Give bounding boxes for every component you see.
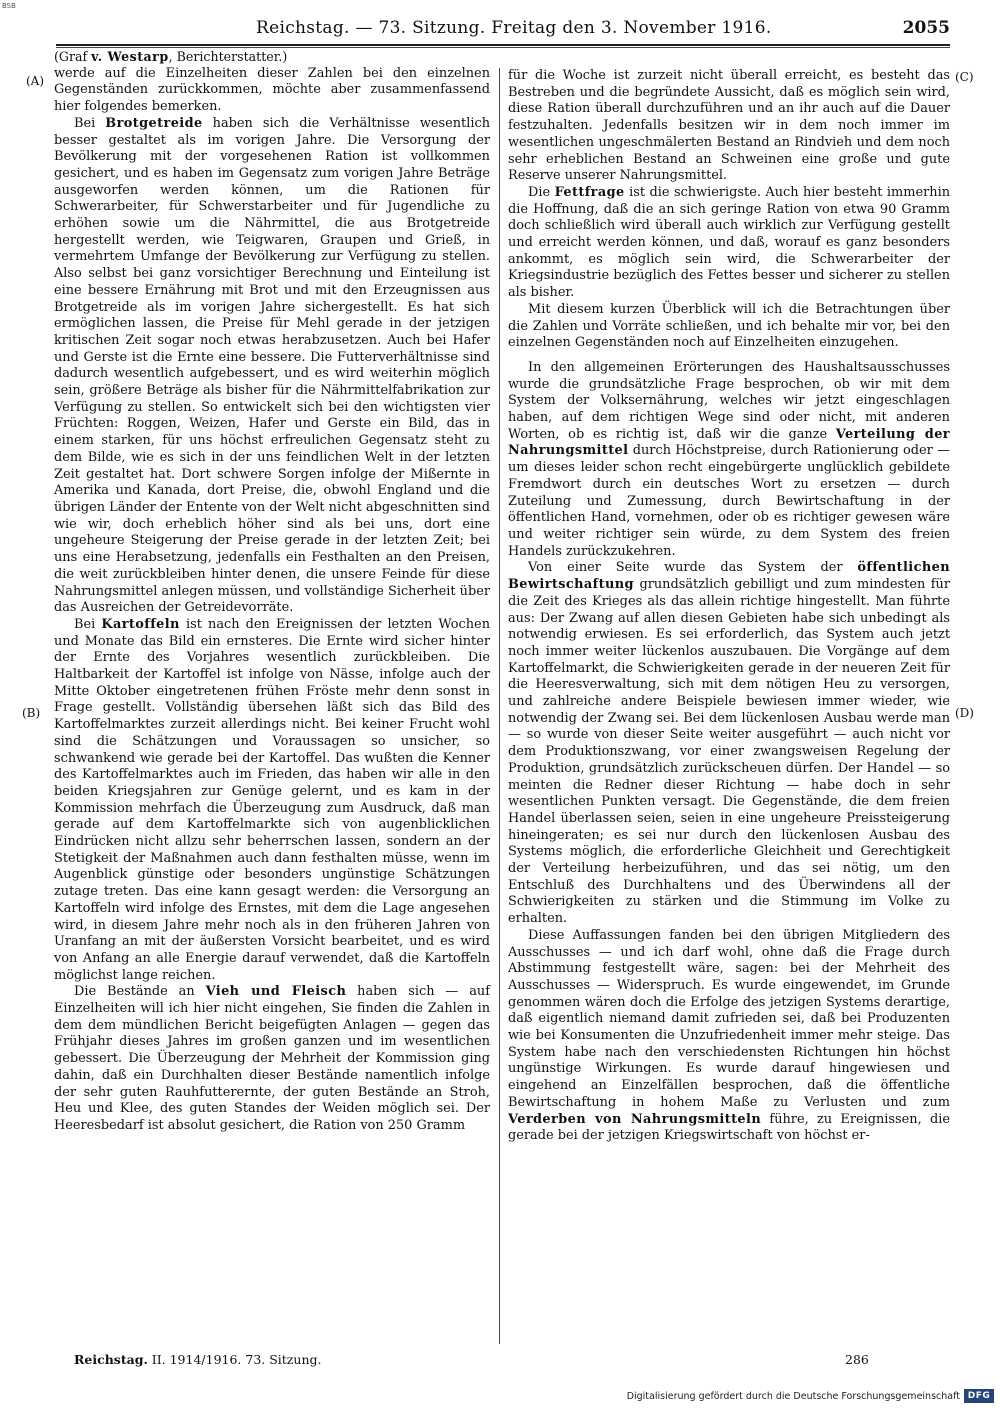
digitization-credit (627, 1388, 994, 1404)
text-run: haben sich die Verhältnisse wesentlich besser gestaltet als im vorigen Jahre. Die Versorgung der Bevölkerung mit der vorgesehenen Ration ist vollkommen gesichert, und es haben im Gegensatz zum vorigen Jahre Beträge ausgeworfen werden können, um die Rationen für Schwerarbeiter, für Schwerstarbeiter und für Jugendliche zu erhöhen sowie um die Nährmittel, die aus Brotgetreide hergestellt werden, wie Teigwaren, Graupen und Grieß, in vermehrtem Umfange der Bevölkerung zur Verfügung zu stellen. Also selbst bei ganz vorsichtiger Berechnung und Einteilung ist eine bessere Ernährung mit Brot und mit den Erzeugnissen aus Brotgetreide als im vorigen Jahre sichergestellt. Es hat sich ermöglichen lassen, die Preise für Mehl gerade in der jetzigen kritischen Zeit sogar noch etwas herabzusetzen. Auch bei Hafer und Gerste ist die Ernte eine bessere. Die Futterverhältnisse sind dadurch wesentlich aufgebessert, und es wird weiterhin möglich sein, größere Beträge als bisher für die Nährmittelfabrikation zur Verfügung zu stellen. So entwickelt sich bei den wichtigsten vier Früchten: Roggen, Weizen, Hafer und Gerste ein Bild, das in einem starken, für uns höchst erfreulichen Gegensatz steht zu dem Bilde, wie es sich in der uns feindlichen Welt in der letzten Zeit gestaltet hat. Dort schwere Sorgen infolge der Mißernte in Amerika und Kanada, dort Preise, die, obwohl England und die übrigen Länder der Entente von der Welt nicht abgeschnitten sind wie wir, doch erheblich höher sind als bei uns, dort eine ungeheure Steigerung der Preise gerade in der letzten Zeit; bei uns eine Herabsetzung, jedenfalls ein Festhalten an den Preisen, die weit zurückbleiben hinter denen, die unsere Feinde für diese Nahrungsmittel anlegen müssen, und vollständige Sicherheit über das Ausreichen der Getreidevorräte. (54, 115, 490, 616)
text-run: führe, zu Ereignissen, die gerade bei der jetzigen Kriegswirtschaft von höchst er- (508, 1111, 950, 1144)
paragraph: Mit diesem kurzen Überblick will ich die Betrachtungen über die Zahlen und Vorräte schließen, und ich behalte mir vor, bei den einzelnen Gegenständen noch auf Einzelheiten einzugehen. (508, 301, 950, 351)
credit-text: Digitalisierung gefördert durch die Deutsche Forschungsgemeinschaft (626, 1390, 960, 1402)
right-column (508, 68, 950, 1145)
keyword: öffentlichen Bewirtschaftung (508, 560, 950, 593)
paragraph: werde auf die Einzelheiten dieser Zahlen bei den einzelnen Gegenständen zurückkommen, möchte aber zusammenfassend hier folgendes bemerken. (54, 65, 490, 115)
header-rule-thin (56, 47, 950, 48)
text-run: In den allgemeinen Erörterungen des Haushaltsausschusses wurde die grundsätzliche Frage besprochen, ob wir mit dem System der Volksernährung, welches wir jetzt eingeschlagen haben, auf dem richtigen Wege sind oder nicht, mit anderen Worten, ob es richtig ist, daß wir die ganze (508, 359, 950, 442)
margin-mark-d: (D) (955, 706, 974, 720)
header-rule (56, 44, 950, 46)
text-run: ist nach den Ereignissen der letzten Wochen und Monate das Bild ein ernsteres. Die Ernte wird sicher hinter der Ernte des Vorjahres wesentlich zurückbleiben. Die Haltbarkeit der Kartoffel ist infolge von Nässe, infolge auch der Mitte Oktober eingetretenen frühen Fröste mehr denn sonst in Frage gestellt. Vollständig übersehen läßt sich das Bild des Kartoffelmarktes zurzeit allerdings nicht. Bei keiner Frucht wohl sind die Schätzungen und Voraussagen so unsicher, so schwankend wie gerade bei der Kartoffel. Das wußten die Kenner des Kartoffelmarktes auch im Frieden, das haben wir alle in den beiden Kriegsjahren zur Genüge gelernt, und es kam in der Kommission mehrfach die Überzeugung zum Ausdruck, daß man gerade auf dem Kartoffelmarkte sich von augenblicklichen Eindrücken nicht allzu sehr beherrschen lassen, sondern an der Stetigkeit der Maßnahmen auch dann festhalten müsse, wenn im Augenblick günstige oder besonders ungünstige Schätzungen zutage treten. Das eine kann gesagt werden: die Versorgung an Kartoffeln wird infolge des Ernstes, mit dem die Lage angesehen wird, in diesem Jahre mehr noch als in den früheren Jahren von Uranfang an mit der äußersten Vorsicht bearbeitet, und es wird von Anfang an alle Energie darauf verwendet, daß die Kartoffeln möglichst lange reichen. (54, 616, 490, 983)
speaker-role: , Berichterstatter.) (168, 49, 288, 64)
keyword: Verderben von Nahrungsmitteln (508, 1111, 762, 1127)
keyword: Brotgetreide (105, 115, 203, 131)
text-run: Die Bestände an (74, 984, 206, 1000)
text-run: ist die schwierigste. Auch hier besteht immerhin die Hoffnung, daß die an sich geringe Ration von etwa 90 Gramm doch schließlich wird überall auch wirklich zur Verfügung gestellt und erreicht werden können, und daß, worauf es ganz besonders ankommt, es möglich sein wird, die Schwerarbeiter der Kriegsindustrie bezüglich des Fettes besser und sicherer zu stellen als bisher. (508, 184, 951, 301)
speaker-name: v. Westarp (91, 49, 169, 64)
paragraph (508, 928, 950, 1145)
page-header (56, 18, 950, 42)
paragraph (508, 185, 950, 302)
speaker-line (54, 49, 490, 66)
paragraph (54, 984, 490, 1134)
footer-rest: II. 1914/1916. 73. Sitzung. (147, 1352, 322, 1367)
keyword: Vieh und Fleisch (205, 984, 347, 1000)
keyword: Verteilung der Nahrungsmittel (508, 426, 950, 459)
footer-right: 286 (845, 1352, 869, 1367)
left-column (54, 49, 490, 1135)
speaker-open: (Graf (54, 49, 92, 64)
paragraph (508, 560, 950, 927)
margin-mark-c: (C) (955, 70, 974, 84)
dfg-logo: DFG (964, 1389, 994, 1403)
library-tag: BSB (2, 2, 16, 10)
page-number: 2055 (902, 18, 950, 38)
paragraph (54, 116, 490, 617)
text-run: Diese Auffassungen fanden bei den übrigen Mitgliedern des Ausschusses — und ich darf wohl, ohne daß die Frage durch Abstimmung festgestellt wäre, sagen: bei der Mehrheit des Ausschusses — Widerspruch. Es wurde eingewendet, im Grunde genommen wären doch die Erfolge des jetzigen Systems derartige, daß eigentlich niemand damit zufrieden sei, daß bei Produzenten wie bei Konsumenten die Unzufriedenheit immer mehr steige. Das System habe nach den verschiedensten Richtungen hin höchst ungünstige Wirkungen. Es wurde darauf hingewiesen und eingehend an Einzelfällen besprochen, daß die öffentliche Bewirtschaftung in hohem Maße zu Verlusten und zum (508, 927, 950, 1110)
footer-left (74, 1352, 321, 1367)
text-run: Von einer Seite wurde das System der (528, 560, 858, 576)
margin-mark-a: (A) (26, 74, 45, 88)
column-divider (499, 68, 500, 1344)
text-run: haben sich — auf Einzelheiten will ich hier nicht eingehen, Sie finden die Zahlen in dem dem mündlichen Bericht beigefügten Anlagen — gegen das Frühjahr dieses Jahres im großen ganzen und im wesentlichen gebessert. Die Überzeugung der Mehrheit der Kommission ging dahin, daß ein Durchhalten dieser Bestände namentlich infolge der sehr guten Rauhfutterernte, der guten Bestände an Stroh, Heu und Klee, des guten Standes der Weiden möglich sei. Der Heeresbedarf ist absolut gesichert, die Ration von 250 Gramm (54, 984, 490, 1133)
text-run: Bei (74, 616, 102, 632)
text-run: Bei (74, 115, 106, 131)
keyword: Fettfrage (554, 184, 625, 200)
text-run: durch Höchstpreise, durch Rationierung oder — um dieses leider schon recht eingebürgerte unglücklich gebildete Fremdwort durch ein deutsches Wort zu ersetzen — durch Zuteilung und Zumessung, durch Bewirtschaftung in der öffentlichen Hand, vornehmen, oder ob es richtiger gewesen wäre und weiter richtiger sein würde, zu dem System des freien Handels zurückzukehren. (508, 443, 950, 559)
text-run: grundsätzlich gebilligt und zum mindesten für die Zeit des Krieges als das allein richtige hingestellt. Man führte aus: Der Zwang auf allen diesen Gebieten habe sich unbedingt als notwendig erwiesen. Es sei erforderlich, das System auch jetzt noch immer weiter lückenlos auszubauen. Die Vorgänge auf dem Kartoffelmarkt, die Schwierigkeiten gerade in der neueren Zeit für die Heeresverwaltung, sich mit dem nötigen Heu zu versorgen, und zahlreiche andere Beispiele bewiesen immer wieder, wie notwendig der Zwang sei. Bei dem lückenlosen Ausbau werde man — so wurde von dieser Seite weiter ausgeführt — auch nicht vor dem Produktionszwang, vor einer zwangsweisen Regelung der Produktion, grundsätzlich zurückscheuen dürfen. Der Handel — so meinten die Redner dieser Richtung — habe doch in sehr wesentlichen Punkten versagt. Die Gegenstände, die dem freien Handel überlassen seien, seien in eine ungeheure Preissteigerung hineingeraten; es sei nur durch den lückenlosen Ausbau des Systems möglich, die erforderliche Gleichheit und Gerechtigkeit der Verteilung herbeizuführen, und das sei nötig, um den Entschluß des Durchhaltens und des Überwindens all der Schwierigkeiten zu stärken und die Stimmung im Volke zu erhalten. (508, 577, 950, 927)
text-run: Die (528, 184, 555, 200)
paragraph: für die Woche ist zurzeit nicht überall erreicht, es besteht das Bestreben und die begründete Aussicht, daß es möglich sein wird, diese Ration überall durchzuführen und an ihr auch auf die Dauer festzuhalten. Jedenfalls besitzen wir in dem noch immer im wesentlichen ungeschmälerten Bestand an Rindvieh und dem noch sehr erheblichen Bestand an Schweinen eine große und gute Reserve unserer Nahrungsmittel. (508, 68, 950, 184)
keyword: Kartoffeln (101, 616, 180, 632)
footer-bold: Reichstag. (74, 1352, 148, 1367)
margin-mark-b: (B) (22, 706, 41, 720)
running-title: Reichstag. — 73. Sitzung. Freitag den 3. November 1916. (256, 18, 772, 38)
paragraph (508, 360, 950, 560)
paragraph (54, 617, 490, 984)
